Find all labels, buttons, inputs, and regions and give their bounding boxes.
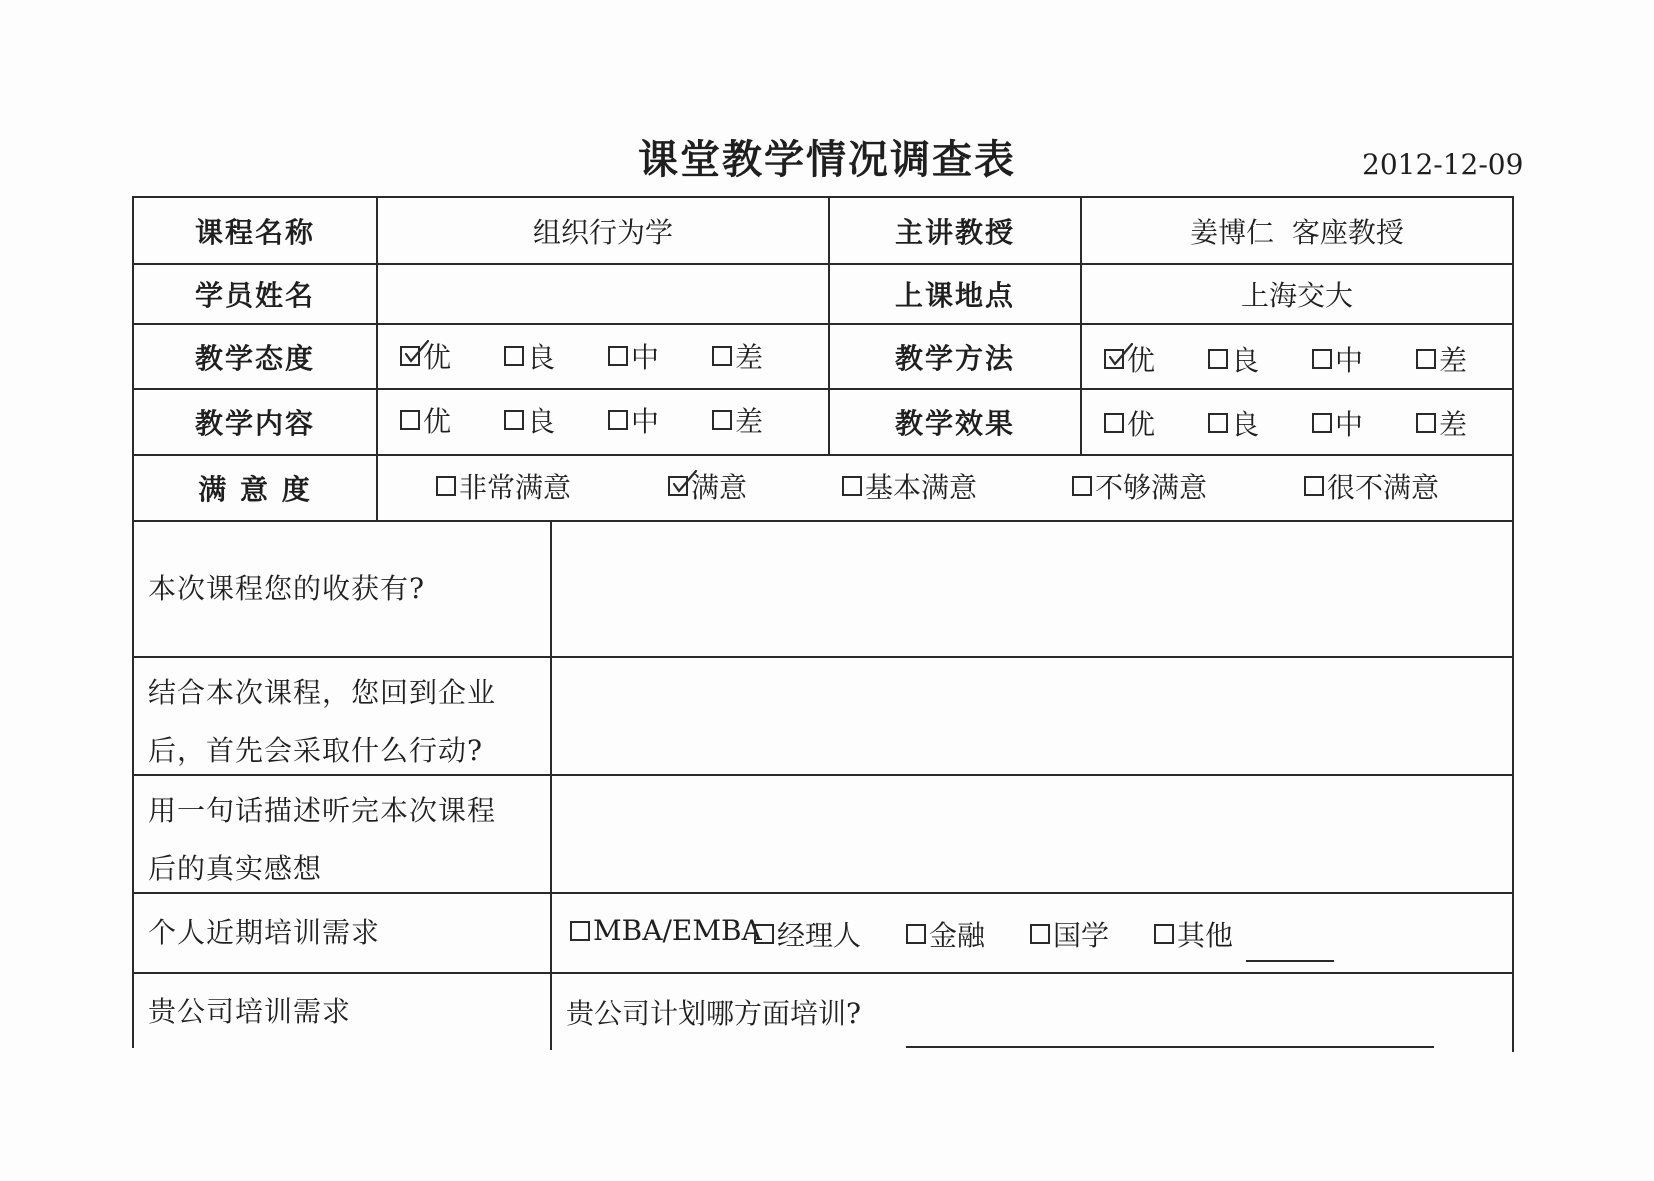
checkbox-icon[interactable] (1312, 413, 1332, 433)
answer-gain-field[interactable] (552, 522, 1512, 656)
student-name-label: 学员姓名 (194, 279, 315, 312)
check-mark-icon (404, 338, 430, 366)
checkbox-icon[interactable] (842, 476, 862, 496)
training-4-label: 其他 (1177, 919, 1234, 952)
method-0-option[interactable] (1104, 339, 1155, 379)
training-1-label: 经理人 (777, 919, 862, 952)
location-label: 上课地点 (894, 279, 1015, 312)
content-3-option[interactable] (712, 400, 763, 440)
form-date: 2012-12-09 (1362, 148, 1524, 181)
attitude-2-option[interactable] (608, 336, 659, 376)
course-name-label: 课程名称 (194, 215, 315, 249)
satisfaction-1-label: 满意 (691, 471, 748, 504)
question-gain: 本次课程您的收获有? (148, 572, 426, 605)
check-mark-icon (1108, 341, 1134, 369)
check-mark-icon (672, 468, 698, 496)
method-1-label: 良 (1231, 344, 1260, 377)
satisfaction-3-label: 不够满意 (1095, 471, 1208, 504)
checkbox-icon[interactable] (1104, 413, 1124, 433)
effect-2-label: 中 (1335, 408, 1364, 441)
question-action-line2: 后，首先会采取什么行动? (148, 734, 484, 767)
content-2-label: 中 (631, 405, 660, 438)
satisfaction-2-option[interactable] (842, 466, 977, 506)
satisfaction-2-label: 基本满意 (865, 471, 978, 504)
checkbox-icon[interactable] (712, 410, 732, 430)
checkbox-icon[interactable] (1104, 349, 1124, 369)
attitude-label: 教学态度 (194, 341, 315, 375)
method-3-option[interactable] (1416, 339, 1467, 379)
company-answer-line[interactable] (906, 1020, 1434, 1048)
attitude-2-label: 中 (631, 341, 660, 374)
checkbox-icon[interactable] (1072, 476, 1092, 496)
form-title: 课堂教学情况调查表 (638, 137, 1016, 183)
effect-2-option[interactable] (1312, 403, 1363, 443)
training-0-label: MBA/EMBA (593, 914, 762, 947)
checkbox-icon[interactable] (1416, 413, 1436, 433)
effect-label: 教学效果 (894, 407, 1015, 440)
content-label: 教学内容 (194, 407, 315, 440)
checkbox-icon[interactable] (1154, 924, 1174, 944)
checkbox-icon[interactable] (906, 924, 926, 944)
satisfaction-0-label: 非常满意 (459, 471, 572, 504)
training-3-label: 国学 (1053, 919, 1110, 952)
attitude-3-label: 差 (735, 341, 764, 374)
training-3-option[interactable] (1030, 914, 1109, 954)
attitude-1-option[interactable] (504, 336, 555, 376)
checkbox-icon[interactable] (1416, 349, 1436, 369)
question-company-needs: 贵公司培训需求 (148, 995, 352, 1028)
content-1-option[interactable] (504, 400, 555, 440)
question-feeling (134, 782, 550, 898)
question-feeling-line1: 用一句话描述听完本次课程 (148, 794, 497, 827)
content-3-label: 差 (735, 405, 764, 438)
question-action-line1: 结合本次课程，您回到企业 (148, 676, 497, 709)
checkbox-icon[interactable] (436, 476, 456, 496)
answer-feeling-field[interactable] (552, 776, 1512, 892)
attitude-0-option[interactable] (400, 336, 451, 376)
content-0-option[interactable] (400, 400, 451, 440)
checkbox-icon[interactable] (668, 476, 688, 496)
effect-1-label: 良 (1231, 408, 1260, 441)
effect-1-option[interactable] (1208, 403, 1259, 443)
method-2-option[interactable] (1312, 339, 1363, 379)
satisfaction-3-option[interactable] (1072, 466, 1207, 506)
checkbox-icon[interactable] (504, 346, 524, 366)
method-0-label: 优 (1127, 344, 1156, 377)
method-3-label: 差 (1439, 344, 1468, 377)
student-name-field[interactable] (378, 265, 828, 323)
satisfaction-0-option[interactable] (436, 466, 571, 506)
course-name-value: 组织行为学 (532, 215, 673, 249)
checkbox-icon[interactable] (608, 410, 628, 430)
checkbox-icon[interactable] (712, 346, 732, 366)
content-0-label: 优 (423, 405, 452, 438)
satisfaction-4-label: 很不满意 (1327, 471, 1440, 504)
lecturer-label: 主讲教授 (894, 215, 1015, 249)
training-2-option[interactable] (906, 914, 985, 954)
satisfaction-1-option[interactable] (668, 466, 747, 506)
checkbox-icon[interactable] (1312, 349, 1332, 369)
attitude-0-label: 优 (423, 341, 452, 374)
location-value: 上海交大 (1240, 279, 1353, 312)
effect-3-label: 差 (1439, 408, 1468, 441)
question-feeling-line2: 后的真实感想 (148, 852, 323, 885)
method-2-label: 中 (1335, 344, 1364, 377)
checkbox-icon[interactable] (1030, 924, 1050, 944)
content-1-label: 良 (527, 405, 556, 438)
checkbox-icon[interactable] (754, 924, 774, 944)
checkbox-icon[interactable] (400, 410, 420, 430)
checkbox-icon[interactable] (1208, 349, 1228, 369)
other-training-line[interactable] (1246, 934, 1334, 962)
method-1-option[interactable] (1208, 339, 1259, 379)
checkbox-icon[interactable] (608, 346, 628, 366)
training-4-option[interactable] (1154, 914, 1233, 954)
checkbox-icon[interactable] (1304, 476, 1324, 496)
question-action (134, 664, 550, 780)
effect-3-option[interactable] (1416, 403, 1467, 443)
content-2-option[interactable] (608, 400, 659, 440)
checkbox-icon[interactable] (504, 410, 524, 430)
effect-0-option[interactable] (1104, 403, 1155, 443)
answer-action-field[interactable] (552, 658, 1512, 774)
method-label: 教学方法 (894, 341, 1015, 375)
checkbox-icon[interactable] (400, 346, 420, 366)
attitude-3-option[interactable] (712, 336, 763, 376)
attitude-1-label: 良 (527, 341, 556, 374)
effect-0-label: 优 (1127, 408, 1156, 441)
training-0-option[interactable] (570, 914, 762, 947)
checkbox-icon[interactable] (1208, 413, 1228, 433)
company-question-label: 贵公司计划哪方面培训? (566, 997, 862, 1030)
training-1-option[interactable] (754, 914, 861, 954)
checkbox-icon[interactable] (570, 921, 590, 941)
satisfaction-4-option[interactable] (1304, 466, 1439, 506)
lecturer-value: 姜博仁 客座教授 (1190, 215, 1404, 249)
question-personal-needs: 个人近期培训需求 (148, 916, 381, 949)
training-2-label: 金融 (929, 919, 986, 952)
satisfaction-label: 满 意 度 (198, 473, 312, 506)
